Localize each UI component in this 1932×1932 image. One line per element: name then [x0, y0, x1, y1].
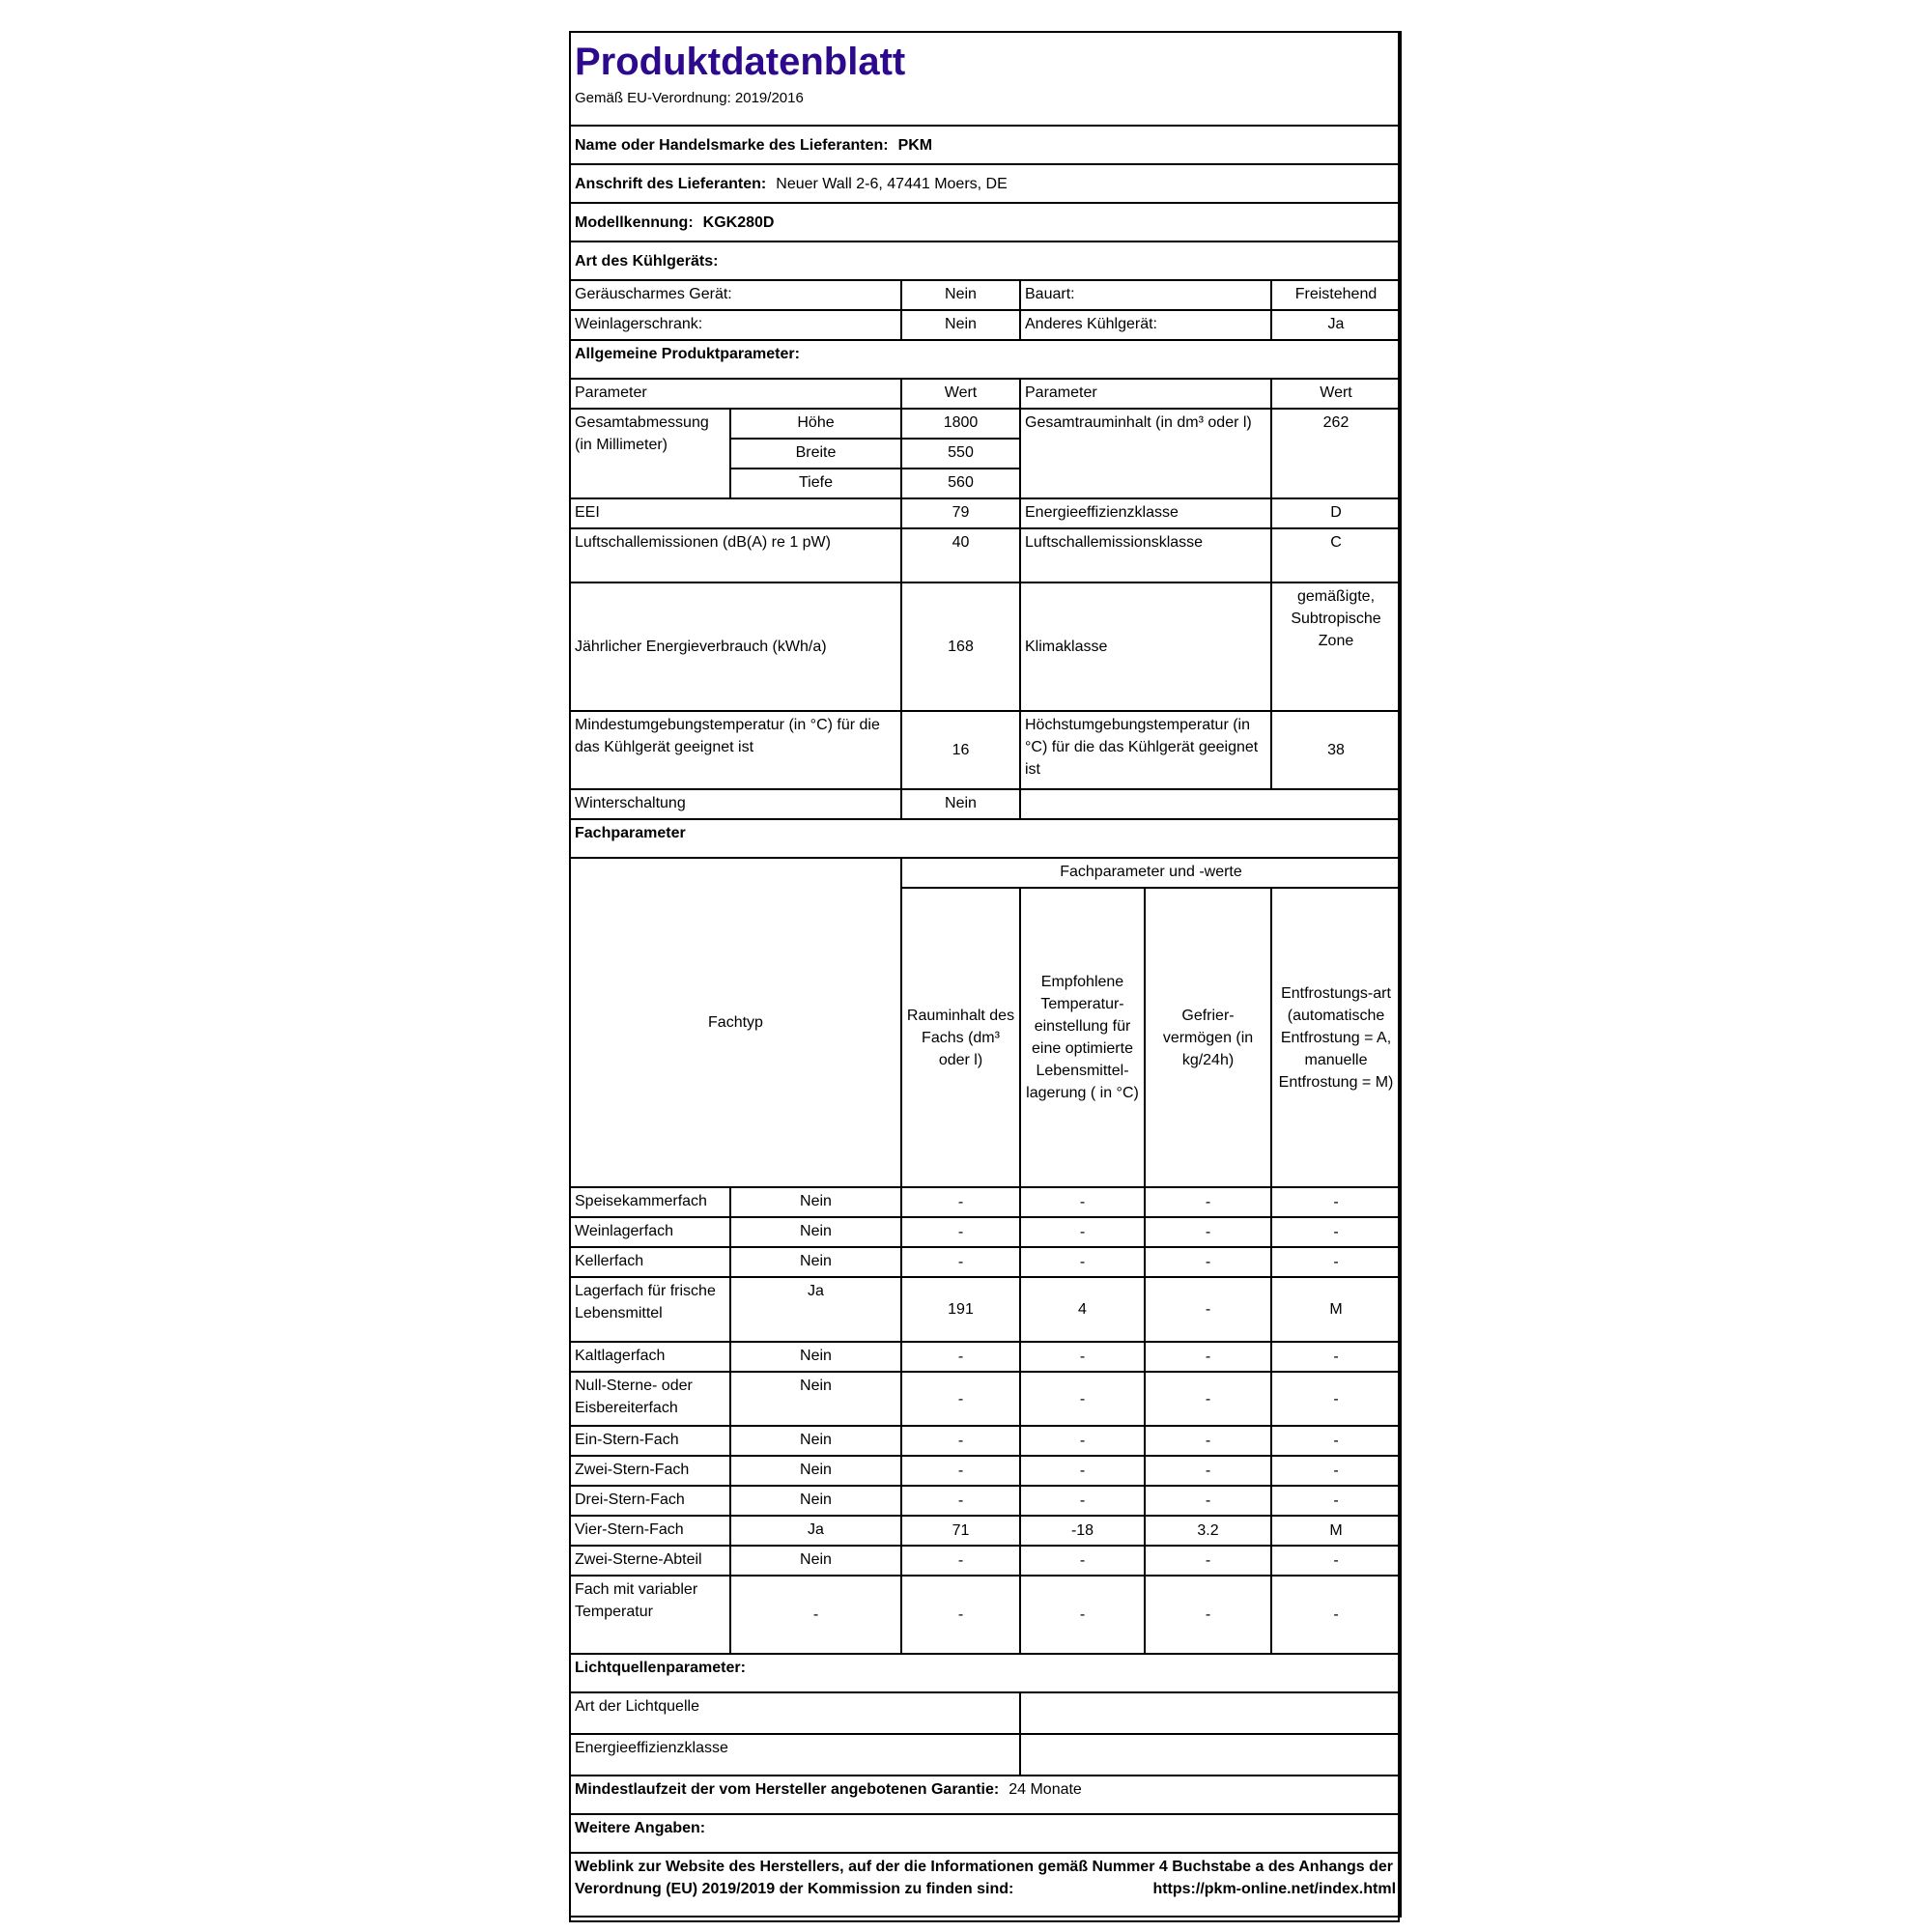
width-value: 550	[901, 439, 1020, 469]
compartment-name: Weinlagerfach	[570, 1217, 730, 1247]
light-type-label: Art der Lichtquelle	[570, 1692, 1020, 1734]
compartment-freeze: -	[1145, 1372, 1271, 1426]
compartment-name: Vier-Stern-Fach	[570, 1516, 730, 1546]
compartment-name: Drei-Stern-Fach	[570, 1486, 730, 1516]
compartment-name: Ein-Stern-Fach	[570, 1426, 730, 1456]
compartment-freeze: -	[1145, 1342, 1271, 1372]
compartment-temp: -18	[1020, 1516, 1145, 1546]
compartment-freeze: -	[1145, 1576, 1271, 1654]
model-value: KGK280D	[702, 213, 775, 231]
wine-cabinet-label: Weinlagerschrank:	[570, 310, 901, 340]
compartment-present: Nein	[730, 1486, 901, 1516]
device-type-heading: Art des Kühlgeräts:	[570, 242, 1401, 280]
compartment-name: Zwei-Sterne-Abteil	[570, 1546, 730, 1576]
compartment-present: Nein	[730, 1217, 901, 1247]
header-cell	[570, 32, 1401, 126]
param-header: Parameter	[570, 379, 901, 409]
winter-label: Winterschaltung	[570, 789, 901, 819]
light-heading: Lichtquellenparameter:	[570, 1654, 1401, 1692]
model-row	[570, 203, 1401, 242]
compartment-defrost: -	[1271, 1576, 1401, 1654]
table-row	[570, 1426, 1401, 1456]
compartment-volume: -	[901, 1426, 1020, 1456]
compartment-defrost: -	[1271, 1546, 1401, 1576]
table-row	[570, 1456, 1401, 1486]
dimension-label: Gesamtabmessung (in Millimeter)	[570, 409, 730, 498]
compartment-freeze: -	[1145, 1486, 1271, 1516]
compartment-temp: -	[1020, 1426, 1145, 1456]
compartment-temp: -	[1020, 1217, 1145, 1247]
compartment-defrost: -	[1271, 1456, 1401, 1486]
table-row	[570, 1546, 1401, 1576]
width-label: Breite	[730, 439, 901, 469]
table-row	[570, 1486, 1401, 1516]
supplier-address-label: Anschrift des Lieferanten:	[575, 175, 767, 192]
eei-label: EEI	[570, 498, 901, 528]
supplier-name-value: PKM	[897, 136, 933, 154]
compartment-present: Nein	[730, 1187, 901, 1217]
compartment-temp: -	[1020, 1342, 1145, 1372]
further-info-label: Weitere Angaben:	[570, 1814, 1401, 1853]
table-row	[570, 1342, 1401, 1372]
supplier-address-value: Neuer Wall 2-6, 47441 Moers, DE	[776, 175, 1008, 192]
col-temp-header: Empfohlene Temperatur-einstellung für eine optimierte Lebensmittel-lagerung ( in °C)	[1020, 888, 1145, 1187]
compartment-volume: -	[901, 1486, 1020, 1516]
low-noise-label: Geräuscharmes Gerät:	[570, 280, 901, 310]
compartment-defrost: -	[1271, 1486, 1401, 1516]
energy-class-value: D	[1271, 498, 1401, 528]
compartment-temp: -	[1020, 1247, 1145, 1277]
design-label: Bauart:	[1020, 280, 1271, 310]
climate-class-value: gemäßigte, Subtropische Zone	[1271, 582, 1401, 711]
warranty-value: 24 Monate	[1009, 1781, 1082, 1798]
compartment-temp: 4	[1020, 1277, 1145, 1342]
compartment-freeze: -	[1145, 1187, 1271, 1217]
noise-label: Luftschallemissionen (dB(A) re 1 pW)	[570, 528, 901, 582]
general-heading: Allgemeine Produktparameter:	[570, 340, 1401, 379]
energy-class-label: Energieeffizienzklasse	[1020, 498, 1271, 528]
fachtyp-header: Fachtyp	[570, 858, 901, 1187]
light-type-value	[1020, 1692, 1401, 1734]
min-temp-value: 16	[901, 711, 1020, 789]
weblink-text: Weblink zur Website des Herstellers, auf der die Informationen gemäß Nummer 4 Buchstabe a des Anhangs der Verordnung (EU) 2019/2019 der Kommission zu finden sind:	[575, 1859, 1394, 1897]
height-value: 1800	[901, 409, 1020, 439]
compartment-heading: Fachparameter	[570, 819, 1401, 858]
compartment-defrost: -	[1271, 1217, 1401, 1247]
compartment-defrost: -	[1271, 1342, 1401, 1372]
table-row	[570, 1372, 1401, 1426]
winter-value: Nein	[901, 789, 1020, 819]
design-value: Freistehend	[1271, 280, 1401, 310]
compartment-volume: -	[901, 1247, 1020, 1277]
light-class-value	[1020, 1734, 1401, 1776]
climate-class-label: Klimaklasse	[1020, 582, 1271, 711]
warranty-row	[570, 1776, 1401, 1814]
compartment-defrost: -	[1271, 1187, 1401, 1217]
noise-value: 40	[901, 528, 1020, 582]
weblink-row	[570, 1853, 1401, 1917]
compartment-present: Nein	[730, 1247, 901, 1277]
compartment-name: Lagerfach für frische Lebensmittel	[570, 1277, 730, 1342]
noise-class-value: C	[1271, 528, 1401, 582]
other-device-label: Anderes Kühlgerät:	[1020, 310, 1271, 340]
compartment-freeze: -	[1145, 1277, 1271, 1342]
table-row	[570, 1576, 1401, 1654]
compartment-volume: -	[901, 1456, 1020, 1486]
volume-label: Gesamtrauminhalt (in dm³ oder l)	[1020, 409, 1271, 498]
compartment-name: Fach mit variabler Temperatur	[570, 1576, 730, 1654]
light-class-label: Energieeffizienzklasse	[570, 1734, 1020, 1776]
supplier-name-label: Name oder Handelsmarke des Lieferanten:	[575, 136, 889, 154]
other-device-value: Ja	[1271, 310, 1401, 340]
annual-energy-label: Jährlicher Energieverbrauch (kWh/a)	[570, 582, 901, 711]
depth-value: 560	[901, 469, 1020, 498]
max-temp-label: Höchstumgebungstemperatur (in °C) für die das Kühlgerät geeignet ist	[1020, 711, 1271, 789]
empty-cell	[1020, 789, 1401, 819]
compartment-defrost: M	[1271, 1277, 1401, 1342]
compartment-present: Nein	[730, 1372, 901, 1426]
product-datasheet	[569, 31, 1400, 1922]
compartment-volume: -	[901, 1342, 1020, 1372]
depth-label: Tiefe	[730, 469, 901, 498]
supplier-name-row	[570, 126, 1401, 164]
table-row	[570, 1277, 1401, 1342]
volume-value: 262	[1271, 409, 1401, 498]
supplier-address-row	[570, 164, 1401, 203]
compartment-name: Kellerfach	[570, 1247, 730, 1277]
compartment-present: Nein	[730, 1426, 901, 1456]
compartment-group-header: Fachparameter und -werte	[901, 858, 1401, 888]
compartment-temp: -	[1020, 1546, 1145, 1576]
compartment-volume: 71	[901, 1516, 1020, 1546]
table-row	[570, 1247, 1401, 1277]
low-noise-value: Nein	[901, 280, 1020, 310]
compartment-volume: -	[901, 1217, 1020, 1247]
compartment-temp: -	[1020, 1372, 1145, 1426]
compartment-temp: -	[1020, 1486, 1145, 1516]
compartment-present: Ja	[730, 1516, 901, 1546]
datasheet-table	[569, 31, 1402, 1918]
compartment-name: Speisekammerfach	[570, 1187, 730, 1217]
regulation-text: Gemäß EU-Verordnung: 2019/2016	[575, 90, 804, 106]
compartment-name: Null-Sterne- oder Eisbereiterfach	[570, 1372, 730, 1426]
table-row	[570, 1217, 1401, 1247]
page-title: Produktdatenblatt	[575, 41, 906, 83]
warranty-label: Mindestlaufzeit der vom Hersteller angebotenen Garantie:	[575, 1781, 1000, 1798]
compartment-present: Ja	[730, 1277, 901, 1342]
compartment-freeze: -	[1145, 1217, 1271, 1247]
compartment-present: Nein	[730, 1342, 901, 1372]
col-freeze-header: Gefrier-vermögen (in kg/24h)	[1145, 888, 1271, 1187]
compartment-freeze: -	[1145, 1546, 1271, 1576]
annual-energy-value: 168	[901, 582, 1020, 711]
value-header-2: Wert	[1271, 379, 1401, 409]
compartment-defrost: M	[1271, 1516, 1401, 1546]
compartment-temp: -	[1020, 1187, 1145, 1217]
compartment-freeze: 3.2	[1145, 1516, 1271, 1546]
compartment-freeze: -	[1145, 1426, 1271, 1456]
compartment-freeze: -	[1145, 1456, 1271, 1486]
eei-value: 79	[901, 498, 1020, 528]
compartment-volume: -	[901, 1576, 1020, 1654]
compartment-present: -	[730, 1576, 901, 1654]
wine-cabinet-value: Nein	[901, 310, 1020, 340]
compartment-freeze: -	[1145, 1247, 1271, 1277]
max-temp-value: 38	[1271, 711, 1401, 789]
compartment-defrost: -	[1271, 1426, 1401, 1456]
compartment-temp: -	[1020, 1456, 1145, 1486]
compartment-temp: -	[1020, 1576, 1145, 1654]
height-label: Höhe	[730, 409, 901, 439]
table-row	[570, 1187, 1401, 1217]
compartment-volume: -	[901, 1546, 1020, 1576]
noise-class-label: Luftschallemissionsklasse	[1020, 528, 1271, 582]
value-header: Wert	[901, 379, 1020, 409]
compartment-defrost: -	[1271, 1247, 1401, 1277]
compartment-present: Nein	[730, 1546, 901, 1576]
col-volume-header: Rauminhalt des Fachs (dm³ oder l)	[901, 888, 1020, 1187]
model-label: Modellkennung:	[575, 213, 694, 231]
table-row	[570, 1516, 1401, 1546]
col-defrost-header: Entfrostungs-art (automatische Entfrostung = A, manuelle Entfrostung = M)	[1271, 888, 1401, 1187]
compartment-volume: 191	[901, 1277, 1020, 1342]
compartment-defrost: -	[1271, 1372, 1401, 1426]
weblink-url[interactable]: https://pkm-online.net/index.html	[1152, 1881, 1397, 1897]
min-temp-label: Mindestumgebungstemperatur (in °C) für die das Kühlgerät geeignet ist	[570, 711, 901, 789]
compartment-volume: -	[901, 1372, 1020, 1426]
compartment-present: Nein	[730, 1456, 901, 1486]
compartment-name: Zwei-Stern-Fach	[570, 1456, 730, 1486]
compartment-name: Kaltlagerfach	[570, 1342, 730, 1372]
param-header-2: Parameter	[1020, 379, 1271, 409]
compartment-volume: -	[901, 1187, 1020, 1217]
